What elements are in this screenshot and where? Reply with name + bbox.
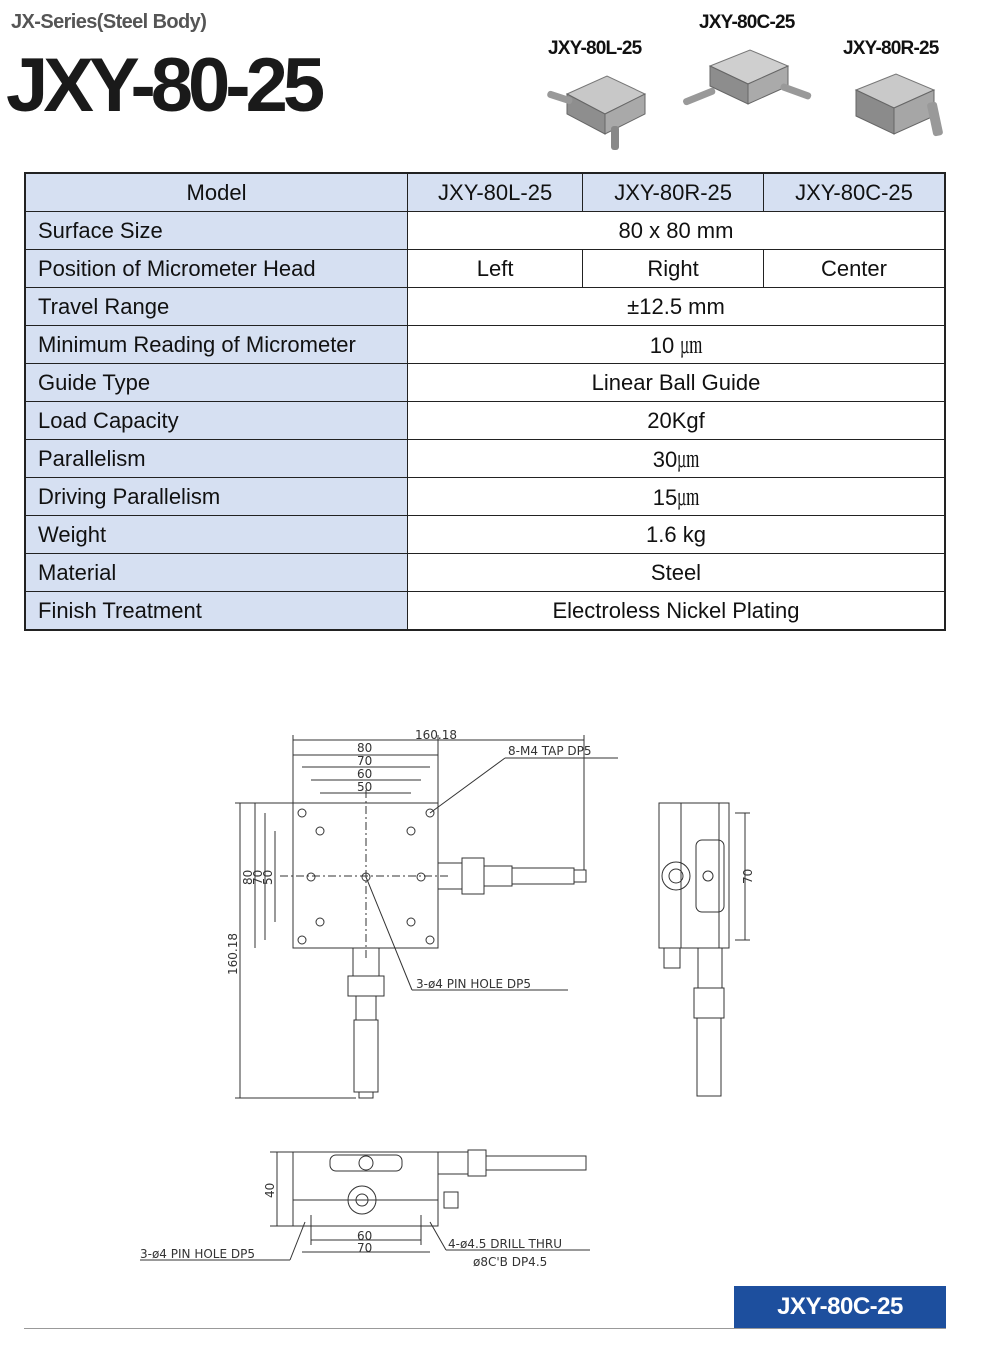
row-label: Finish Treatment	[25, 592, 408, 631]
dim-80: 80	[357, 741, 373, 755]
dim-v50: 50	[261, 869, 275, 885]
dim-160-top: 160.18	[415, 728, 457, 742]
technical-drawing	[0, 700, 1000, 1280]
dim-tap: 8-M4 TAP DP5	[508, 744, 592, 758]
row-value: Electroless Nickel Plating	[408, 592, 946, 631]
row-label: Parallelism	[25, 440, 408, 478]
product-photo-right	[850, 62, 950, 152]
row-label: Load Capacity	[25, 402, 408, 440]
row-label: Position of Micrometer Head	[25, 250, 408, 288]
variant-label-center: JXY-80C-25	[699, 12, 795, 33]
table-row	[25, 288, 945, 326]
header-cell-80c: JXY-80C-25	[763, 173, 945, 212]
row-label: Minimum Reading of Micrometer	[25, 326, 408, 364]
table-row	[25, 402, 945, 440]
dim-50: 50	[357, 780, 373, 794]
table-row	[25, 364, 945, 402]
footer-model-badge: JXY-80C-25	[734, 1286, 946, 1328]
table-row	[25, 440, 945, 478]
dim-60: 60	[357, 767, 373, 781]
row-label: Guide Type	[25, 364, 408, 402]
series-label: JX-Series(Steel Body)	[11, 11, 207, 33]
row-value: Steel	[408, 554, 946, 592]
row-label: Driving Parallelism	[25, 478, 408, 516]
dim-side-70: 70	[741, 868, 755, 884]
footer-divider	[24, 1328, 946, 1329]
dim-v80: 80	[241, 869, 255, 885]
row-value: 80 x 80 mm	[408, 212, 946, 250]
row-value-left: Left	[408, 250, 583, 288]
row-label: Weight	[25, 516, 408, 554]
dim-pin-top: 3-ø4 PIN HOLE DP5	[416, 977, 531, 991]
header-cell-80l: JXY-80L-25	[408, 173, 583, 212]
row-value: 1.6 kg	[408, 516, 946, 554]
dim-v70: 70	[251, 869, 265, 885]
dim-pin-front: 3-ø4 PIN HOLE DP5	[140, 1247, 255, 1261]
dim-counterbore: ø8C'B DP4.5	[473, 1255, 548, 1269]
table-row	[25, 554, 945, 592]
header-cell-model: Model	[25, 173, 408, 212]
dim-drill: 4-ø4.5 DRILL THRU	[448, 1237, 562, 1251]
variant-label-right: JXY-80R-25	[843, 38, 939, 59]
row-value: 30㎛	[408, 440, 946, 478]
product-photo-left	[545, 64, 655, 154]
row-value: ±12.5 mm	[408, 288, 946, 326]
row-value: 15㎛	[408, 478, 946, 516]
dim-front-60: 60	[357, 1229, 373, 1243]
dim-front-70: 70	[357, 1241, 373, 1255]
dim-front-40: 40	[263, 1182, 277, 1198]
row-value-center: Center	[763, 250, 945, 288]
variant-label-left: JXY-80L-25	[548, 38, 642, 59]
row-value: 20Kgf	[408, 402, 946, 440]
row-label: Material	[25, 554, 408, 592]
header-cell-80r: JXY-80R-25	[583, 173, 764, 212]
table-row	[25, 212, 945, 250]
row-value: Linear Ball Guide	[408, 364, 946, 402]
spec-table	[24, 172, 946, 631]
product-photo-center	[680, 38, 815, 128]
row-value-right: Right	[583, 250, 764, 288]
row-label: Travel Range	[25, 288, 408, 326]
dim-v160: 160.18	[226, 933, 240, 975]
table-row	[25, 516, 945, 554]
table-row	[25, 478, 945, 516]
row-label: Surface Size	[25, 212, 408, 250]
table-row	[25, 592, 945, 631]
table-row	[25, 326, 945, 364]
row-value: 10 ㎛	[408, 326, 946, 364]
model-title: JXY-80-25	[6, 43, 321, 128]
table-row	[25, 250, 945, 288]
dim-70: 70	[357, 754, 373, 768]
table-header-row	[25, 173, 945, 212]
